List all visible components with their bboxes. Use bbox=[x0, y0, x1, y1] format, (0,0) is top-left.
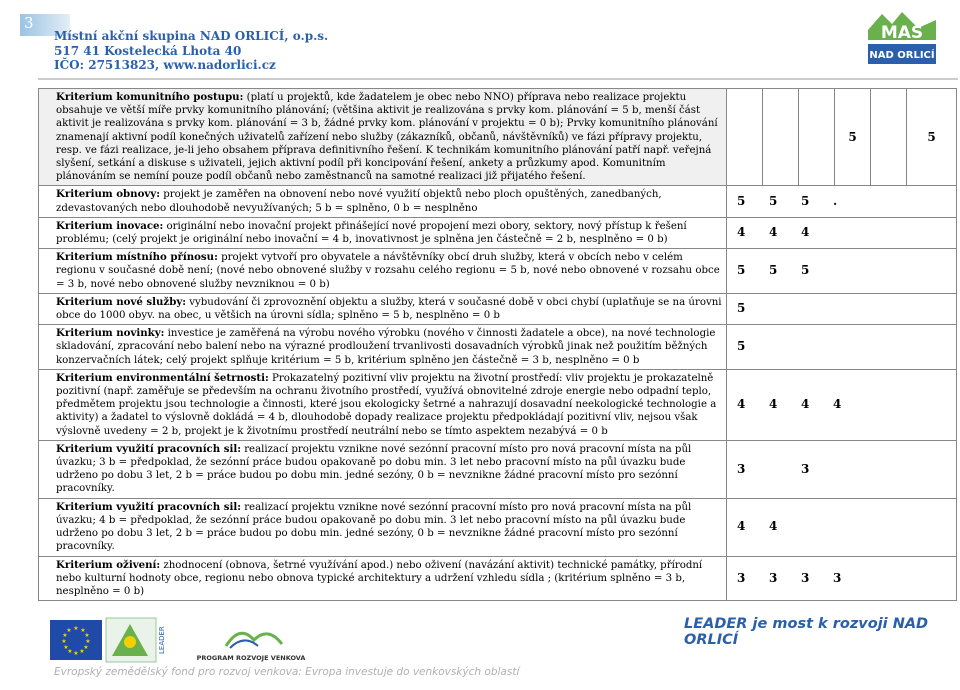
score-cell: 5 bbox=[907, 89, 957, 186]
score-value: 4 bbox=[801, 225, 810, 240]
score-value: 4 bbox=[833, 397, 842, 412]
criterion-description: zhodnocení (obnova, šetrné využívání apod.) nebo oživení (navázání aktivit) technické památky, přírodní nebo kulturní hodnoty obce, regionu nebo obnova typické architektury a udržení vzhledu sídla ; (kritérium splněno = 3 b, nesplněno = 0 b) bbox=[56, 559, 703, 597]
score-value: 4 bbox=[801, 397, 810, 412]
org-header bbox=[54, 29, 328, 73]
criterion-text bbox=[39, 217, 727, 248]
score-value: 5 bbox=[737, 194, 746, 209]
criterion-row bbox=[39, 556, 957, 601]
score-value: 5 bbox=[737, 339, 746, 354]
criterion-text bbox=[39, 440, 727, 498]
criterion-description: projekt je zaměřen na obnovení nebo nové využití objektů nebo ploch opuštěných, zanedbaných, zdevastovaných nebo dlouhodobě nevyužívaných; 5 b = splněno, 0 b = nesplněno bbox=[56, 189, 662, 214]
score-value: 3 bbox=[737, 570, 746, 585]
score-cell bbox=[799, 89, 835, 186]
criterion-text bbox=[39, 369, 727, 440]
score-value: 3 bbox=[801, 570, 810, 585]
criterion-title: Kriterium obnovy: bbox=[56, 188, 160, 201]
svg-text:★: ★ bbox=[83, 644, 89, 651]
criterion-description: Prokazatelný pozitivní vliv projektu na životní prostředí: vliv projektu je prokazatelně pozitivní (např. zaměřuje se především na ochranu životního prostředí, využívá obnovitelné zdroje energie nebo odpadní teplo, předmětem projektu jsou technologie a činnosti, které jsou ekologicky šetrné a nahrazují dosavadní neekologické technologie a aktivity) a žadatel to výslovně dokládá = 4 b, dlouhodobě dopady realizace projektu předpokládají pozitivní vliv, nejsou však výslovně uvedeny = 2 b, projekt je k životnímu prostředí neutrální nebo se tímto aspektem nezabývá = 0 b bbox=[56, 372, 717, 437]
score-group bbox=[727, 325, 957, 370]
score-group bbox=[727, 556, 957, 601]
criterion-description: vybudování či zprovoznění objektu a služby, která v současné době v obci chybí (uplatňuje se na úrovni obce do 1000 obyv. na obec, u většich na úrovni sídla; splněno = 5 b, nesplněno = 0 b bbox=[56, 296, 722, 322]
header-rule bbox=[38, 78, 958, 80]
score-value: 3 bbox=[801, 461, 810, 476]
score-group bbox=[727, 498, 957, 556]
svg-text:★: ★ bbox=[79, 648, 85, 655]
criterion-description: realizací projektu vznikne nové sezónní pracovní místo pro nová pracovní místa na půl úvazku; 3 b = předpoklad, že sezónní práce budou opakovaně po dobu min. 3 let nebo pracovní místo na půl úvazku bude udrženo po dobu 3 let, 2 b = práce budou po dobu min. jedné sezóny, 0 b = nevznikne žádné pracovní místo pro sezónní pracovníky. bbox=[56, 443, 692, 495]
score-cell: 5 bbox=[835, 89, 871, 186]
svg-text:★: ★ bbox=[62, 632, 68, 639]
footer-fund-text: Evropský zemědělský fond pro rozvoj venkova: Evropa investuje do venkovských oblastí bbox=[54, 666, 520, 678]
score-value bbox=[769, 463, 801, 476]
criterion-text bbox=[39, 498, 727, 556]
criterion-title: Kriterium využití pracovních sil: bbox=[56, 442, 241, 455]
mas-logo bbox=[862, 10, 942, 68]
eu-flag-logo bbox=[50, 620, 102, 660]
criterion-title: Kriterium environmentální šetrnosti: bbox=[56, 371, 269, 384]
score-value: 3 bbox=[737, 461, 746, 476]
svg-text:★: ★ bbox=[84, 632, 90, 639]
score-cell bbox=[727, 89, 763, 186]
svg-text:★: ★ bbox=[85, 638, 91, 645]
score-group bbox=[727, 369, 957, 440]
criterion-text bbox=[39, 556, 727, 601]
score-value: 4 bbox=[737, 397, 746, 412]
criterion-title: Kriterium místního přínosu: bbox=[56, 251, 218, 264]
svg-text:LEADER: LEADER bbox=[158, 626, 166, 654]
score-value: 4 bbox=[737, 225, 746, 240]
criterion-title: Kriterium oživení: bbox=[56, 558, 161, 571]
criterion-row bbox=[39, 186, 957, 217]
criteria-table bbox=[38, 88, 957, 601]
svg-text:★: ★ bbox=[66, 627, 72, 634]
criterion-title: Kriterium inovace: bbox=[56, 219, 164, 232]
criterion-row bbox=[39, 369, 957, 440]
org-name: Místní akční skupina NAD ORLICÍ, o.p.s. bbox=[54, 29, 329, 43]
criterion-row bbox=[39, 217, 957, 248]
criterion-text bbox=[39, 293, 727, 324]
criterion-text bbox=[39, 186, 727, 217]
score-group bbox=[727, 293, 957, 324]
criterion-title: Kriterium využití pracovních sil: bbox=[56, 500, 241, 513]
criterion-text bbox=[39, 89, 727, 186]
score-value: 4 bbox=[769, 225, 778, 240]
page-number: 3 bbox=[24, 14, 34, 32]
criterion-row bbox=[39, 293, 957, 324]
score-group bbox=[727, 440, 957, 498]
svg-text:★: ★ bbox=[73, 650, 79, 657]
svg-text:★: ★ bbox=[73, 625, 79, 632]
criterion-description: realizací projektu vznikne nové sezónní pracovní místo pro nová pracovní místa na půl úvazku; 4 b = předpoklad, že sezónní práce budou opakovaně po dobu min. 3 let nebo pracovní místo na půl úvazku bude udrženo po dobu 3 let, 2 b = práce budou po dobu min. jedné sezóny, 0 b = nevznikne žádné pracovní místo pro sezónní pracovníky. bbox=[56, 501, 692, 553]
score-cell bbox=[763, 89, 799, 186]
eu-stars-icon bbox=[50, 620, 102, 660]
criterion-text bbox=[39, 249, 727, 294]
score-group bbox=[727, 249, 957, 294]
score-value: 5 bbox=[801, 194, 810, 209]
org-address: 517 41 Kostelecká Lhota 40 bbox=[54, 43, 242, 58]
score-value: 5 bbox=[737, 301, 746, 316]
criterion-row bbox=[39, 440, 957, 498]
criterion-description: investice je zaměřená na výrobu nového výrobku (nového v činnosti žadatele a obce), na nové technologie skladování, zpracování nebo balení nebo na výrazné prodloužení trvanlivosti dosavadních výrobků jinak než použitím běžných konzervačních látek; celý projekt splňuje kritérium = 5 b, kritérium splněno jen částečně = 3 b, nesplněno = 0 b bbox=[56, 328, 716, 366]
svg-text:MAS: MAS bbox=[880, 23, 924, 43]
svg-text:★: ★ bbox=[67, 648, 73, 655]
svg-text:★: ★ bbox=[63, 644, 69, 651]
score-value: 5 bbox=[769, 194, 778, 209]
criterion-description: projekt vytvoří pro obyvatele a návštěvníky obcí druh služby, která v obcích nebo v celém regionu v současné době není; (nové nebo obnovené služby v rozsahu celého regionu = 5 b, nové nebo obnovené v rozsahu obce = 3 b, nové nebo obnovené služby nevzniknou = 0 b) bbox=[56, 252, 720, 290]
score-group bbox=[727, 217, 957, 248]
score-value: 4 bbox=[769, 397, 778, 412]
svg-text:PROGRAM ROZVOJE VENKOVA: PROGRAM ROZVOJE VENKOVA bbox=[196, 654, 306, 662]
score-value: 5 bbox=[769, 263, 778, 278]
score-cell bbox=[871, 89, 907, 186]
svg-text:★: ★ bbox=[80, 627, 86, 634]
score-value: 5 bbox=[801, 263, 810, 278]
criterion-title: Kriterium nové služby: bbox=[56, 295, 187, 308]
criterion-text bbox=[39, 325, 727, 370]
score-value: 3 bbox=[769, 570, 778, 585]
score-value: 4 bbox=[769, 519, 778, 534]
score-value: . bbox=[833, 194, 838, 209]
criterion-row bbox=[39, 249, 957, 294]
score-value: 4 bbox=[737, 519, 746, 534]
criterion-description: originální nebo inovační projekt přinášející nové propojení mezi obory, sektory, nový přístup k řešení problému; (celý projekt je originální nebo inovační = 4 b, inovativnost je splněna jen částečně = 2 b, nesplněno = 0 b) bbox=[56, 220, 687, 246]
score-group bbox=[727, 186, 957, 217]
criterion-row bbox=[39, 325, 957, 370]
prv-logo bbox=[196, 620, 306, 664]
svg-text:★: ★ bbox=[61, 638, 67, 645]
org-ico-web: IČO: 27513823, www.nadorlici.cz bbox=[54, 58, 276, 72]
score-value: 3 bbox=[833, 570, 842, 585]
criterion-row bbox=[39, 89, 957, 186]
criterion-title: Kriterium novinky: bbox=[56, 327, 165, 340]
leader-logo bbox=[104, 616, 174, 664]
criterion-row bbox=[39, 498, 957, 556]
criterion-title: Kriterium komunitního postupu: bbox=[56, 91, 244, 103]
footer-slogan: LEADER je most k rozvoji NAD ORLICÍ bbox=[684, 616, 929, 648]
criterion-description: (platí u projektů, kde žadatelem je obec nebo NNO) příprava nebo realizace projektu obsahuje ve větší míře prvky komunitního plánování; (většina aktivit je realizována s prvky kom. plánování = 5 b, menší část aktivit je realizována s prvky kom. plánování = 3 b, žádné prvky kom. plánování v projektu = 0 b); Prvky komunitního plánování znamenají aktivní podíl konečných uživatelů zařízení nebo služby (zákazníků, občanů, návštěvníků) ve fázi přípravy projektu, resp. ve fázi realizace, je-li jeho obsahem příprava definitivního řešení. K technikám komunitního plánování patří např. veřejná slyšení, setkání a diskuse s uživateli, jejich aktivní podíl při koncipování řešení, ankety a průzkumy apod. Komunitním plánováním se nemíní pouze podíl občanů nebo zaměstnanců na samotné realizaci již přijatého řešení. bbox=[56, 92, 718, 183]
svg-text:NAD ORLICÍ: NAD ORLICÍ bbox=[869, 50, 935, 61]
score-value: 5 bbox=[737, 263, 746, 278]
